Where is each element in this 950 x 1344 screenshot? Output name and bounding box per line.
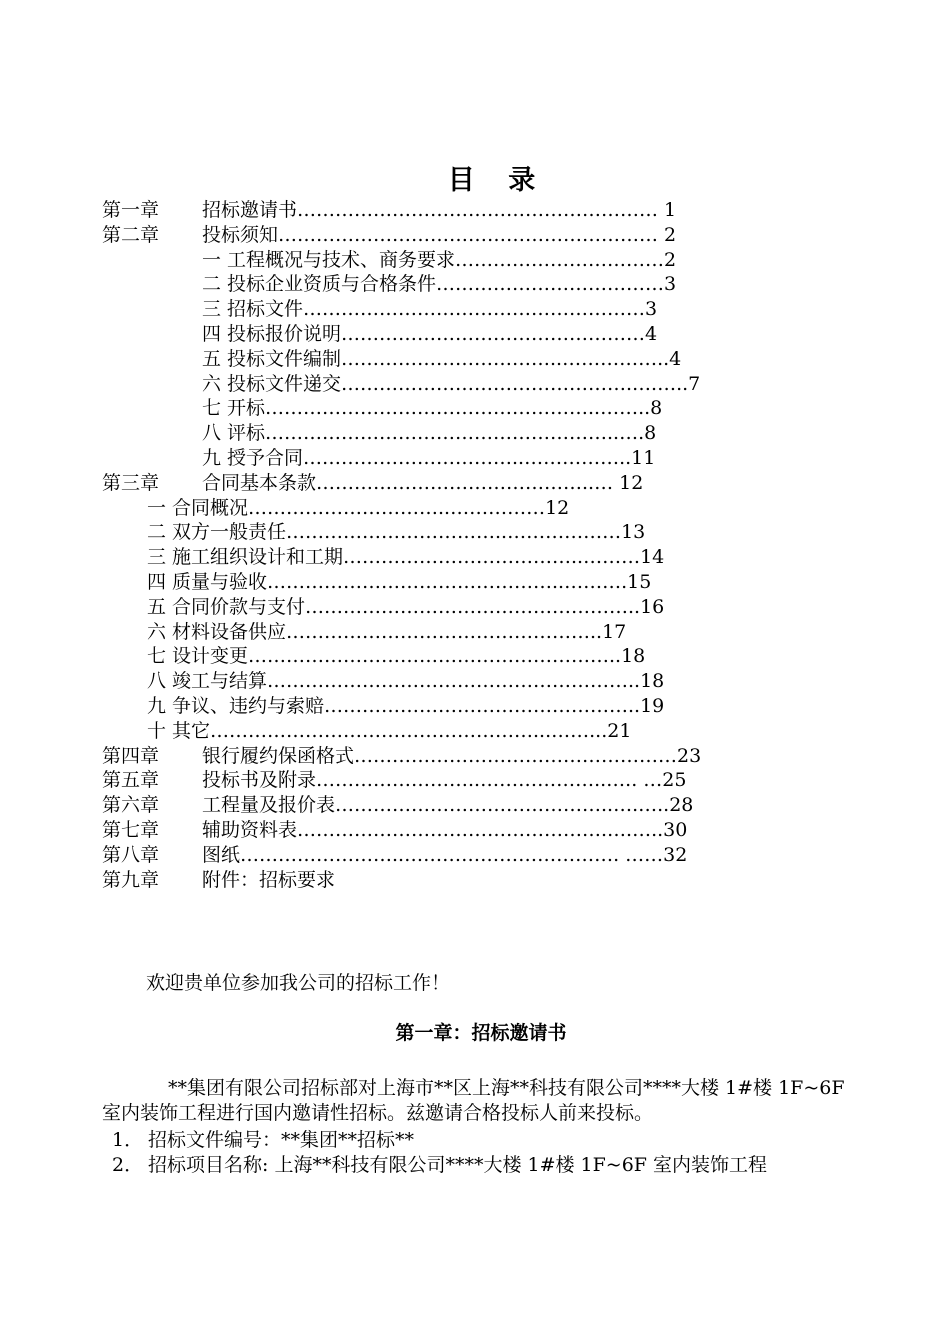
toc-entry bbox=[0, 818, 950, 843]
toc-entry bbox=[0, 595, 950, 620]
toc-entry bbox=[0, 793, 950, 818]
toc-leader-and-page: ……………………………………………23 bbox=[354, 744, 702, 767]
toc-chapter-number: 第九章 bbox=[102, 868, 160, 891]
toc-chapter-number: 第八章 bbox=[102, 843, 160, 866]
toc-chapter-number: 第七章 bbox=[102, 818, 160, 841]
item-number: 2． bbox=[112, 1154, 144, 1176]
table-of-contents bbox=[0, 198, 950, 892]
toc-leader-and-page: ……………………………………..….…..28 bbox=[335, 794, 694, 817]
toc-entry-title: 附件：招标要求 bbox=[202, 868, 336, 891]
toc-entry-title: 图纸 bbox=[202, 843, 241, 866]
toc-title: 目 录 bbox=[447, 165, 548, 196]
toc-leader-and-page: ………………………………………..……….15 bbox=[267, 570, 652, 593]
toc-entry bbox=[0, 694, 950, 719]
toc-entry bbox=[0, 446, 950, 471]
toc-leader-and-page: ………………………………………….….…..30 bbox=[297, 818, 688, 841]
toc-chapter-number: 第四章 bbox=[102, 744, 160, 767]
item-text: 招标文件编号：**集团**招标** bbox=[148, 1129, 415, 1151]
toc-entry bbox=[0, 644, 950, 669]
toc-entry bbox=[0, 868, 950, 893]
toc-leader-and-page: …………………………………………………..18 bbox=[248, 645, 646, 668]
toc-entry-title: 投标须知 bbox=[202, 223, 279, 246]
toc-leader-and-page: ……………………………………………..……..8 bbox=[265, 397, 663, 420]
item-text: 招标项目名称: 上海**科技有限公司****大楼 1#楼 1F~6F 室内装饰工程 bbox=[148, 1154, 768, 1176]
toc-entry bbox=[0, 545, 950, 570]
invitation-paragraph bbox=[102, 1076, 862, 1126]
toc-chapter-number: 第一章 bbox=[102, 199, 160, 221]
toc-chapter-number: 第五章 bbox=[102, 769, 160, 792]
toc-entry bbox=[0, 372, 950, 397]
toc-chapter-number: 第三章 bbox=[102, 471, 160, 494]
toc-entry-title: 四 投标报价说明 bbox=[202, 322, 342, 345]
toc-leader-and-page: ………………………………..………14 bbox=[343, 546, 665, 569]
toc-entry-title: 招标邀请书 bbox=[202, 199, 298, 221]
toc-leader-and-page: ……………………………………………...……...21 bbox=[210, 719, 632, 742]
toc-leader-and-page: ……………………………2 bbox=[455, 248, 677, 271]
toc-leader-and-page: ………………………………3 bbox=[436, 273, 677, 296]
welcome-line: 欢迎贵单位参加我公司的招标工作！ bbox=[146, 972, 451, 994]
toc-entry-title: 八 评标 bbox=[202, 422, 266, 445]
toc-leader-and-page: ……………………..………………..….. …25 bbox=[316, 769, 687, 792]
toc-entry bbox=[0, 471, 950, 496]
toc-leader-and-page: …………………………………………………..18 bbox=[267, 670, 665, 693]
toc-entry bbox=[0, 322, 950, 347]
toc-entry-title: 六 材料设备供应 bbox=[147, 620, 287, 643]
toc-entry-title: 合同基本条款 bbox=[202, 471, 317, 494]
toc-leader-and-page: ……………………………………………..16 bbox=[305, 595, 665, 618]
toc-entry-title: 十 其它 bbox=[147, 719, 211, 742]
toc-entry bbox=[0, 843, 950, 868]
toc-entry bbox=[0, 421, 950, 446]
toc-leader-and-page: ……………………………..……………..4 bbox=[341, 347, 682, 370]
toc-entry bbox=[0, 620, 950, 645]
toc-leader-and-page: …………………………..……………12 bbox=[248, 496, 570, 519]
toc-entry-title: 二 双方一般责任 bbox=[147, 521, 287, 544]
toc-chapter-number: 第二章 bbox=[102, 223, 160, 246]
toc-leader-and-page: ……………………………………..… 12 bbox=[316, 471, 644, 494]
toc-leader-and-page: …………………………………………………… 2 bbox=[278, 223, 677, 246]
toc-entry-title: 五 合同价款与支付 bbox=[147, 595, 306, 618]
toc-entry-title: 三 施工组织设计和工期 bbox=[147, 546, 344, 569]
toc-entry-title: 二 投标企业资质与合格条件 bbox=[202, 273, 437, 296]
toc-entry-title: 五 投标文件编制 bbox=[202, 347, 342, 370]
toc-leader-and-page: ……………………………..……………..11 bbox=[303, 446, 656, 469]
toc-leader-and-page: …………………………………………4 bbox=[341, 322, 658, 345]
toc-entry bbox=[0, 744, 950, 769]
toc-entry-title: 辅助资料表 bbox=[202, 818, 298, 841]
toc-entry-title: 七 开标 bbox=[202, 397, 266, 420]
toc-leader-and-page: ……………………………………….….…..7 bbox=[341, 372, 701, 395]
toc-leader-and-page: ………………………………………………3 bbox=[303, 298, 658, 321]
toc-entry bbox=[0, 297, 950, 322]
toc-entry-title: 八 竣工与结算 bbox=[147, 670, 268, 693]
toc-entry bbox=[0, 223, 950, 248]
toc-entry bbox=[0, 198, 950, 223]
toc-leader-and-page: …………………………………………..19 bbox=[324, 694, 665, 717]
toc-entry bbox=[0, 719, 950, 744]
toc-entry-title: 三 招标文件 bbox=[202, 298, 304, 321]
toc-entry bbox=[0, 768, 950, 793]
toc-entry bbox=[0, 496, 950, 521]
toc-entry bbox=[0, 347, 950, 372]
toc-leader-and-page: ……………………………..………………13 bbox=[286, 521, 646, 544]
toc-entry-title: 七 设计变更 bbox=[147, 645, 249, 668]
toc-chapter-number: 第六章 bbox=[102, 794, 160, 817]
item-number: 1． bbox=[112, 1129, 144, 1151]
toc-entry-title: 九 争议、违约与索赔 bbox=[147, 694, 325, 717]
invitation-text: **集团有限公司招标部对上海市**区上海**科技有限公司****大楼 1#楼 1F~6F 室内装饰工程进行国内邀请性招标。兹邀请合格投标人前来投标。 bbox=[102, 1077, 845, 1124]
toc-entry-title: 投标书及附录 bbox=[202, 769, 317, 792]
toc-entry-title: 一 工程概况与技术、商务要求 bbox=[202, 248, 456, 271]
toc-entry-title: 四 质量与验收 bbox=[147, 570, 268, 593]
toc-entry bbox=[0, 669, 950, 694]
toc-entry-title: 九 授予合同 bbox=[202, 446, 304, 469]
toc-leader-and-page: ………………………………………………… 1 bbox=[297, 199, 677, 221]
chapter1-heading: 第一章：招标邀请书 bbox=[395, 1022, 567, 1044]
toc-entry bbox=[0, 520, 950, 545]
toc-leader-and-page: …………………………………………..17 bbox=[286, 620, 627, 643]
toc-entry bbox=[0, 396, 950, 421]
toc-entry-title: 一 合同概况 bbox=[147, 496, 249, 519]
toc-entry bbox=[0, 272, 950, 297]
toc-entry-title: 银行履约保函格式 bbox=[202, 744, 355, 767]
toc-entry-title: 工程量及报价表 bbox=[202, 794, 336, 817]
toc-entry-title: 六 投标文件递交 bbox=[202, 372, 342, 395]
toc-leader-and-page: ………………………………………………..….8 bbox=[265, 422, 657, 445]
toc-entry bbox=[0, 570, 950, 595]
toc-entry bbox=[0, 248, 950, 273]
toc-leader-and-page: ……………………..……………………………. ……32 bbox=[240, 843, 688, 866]
